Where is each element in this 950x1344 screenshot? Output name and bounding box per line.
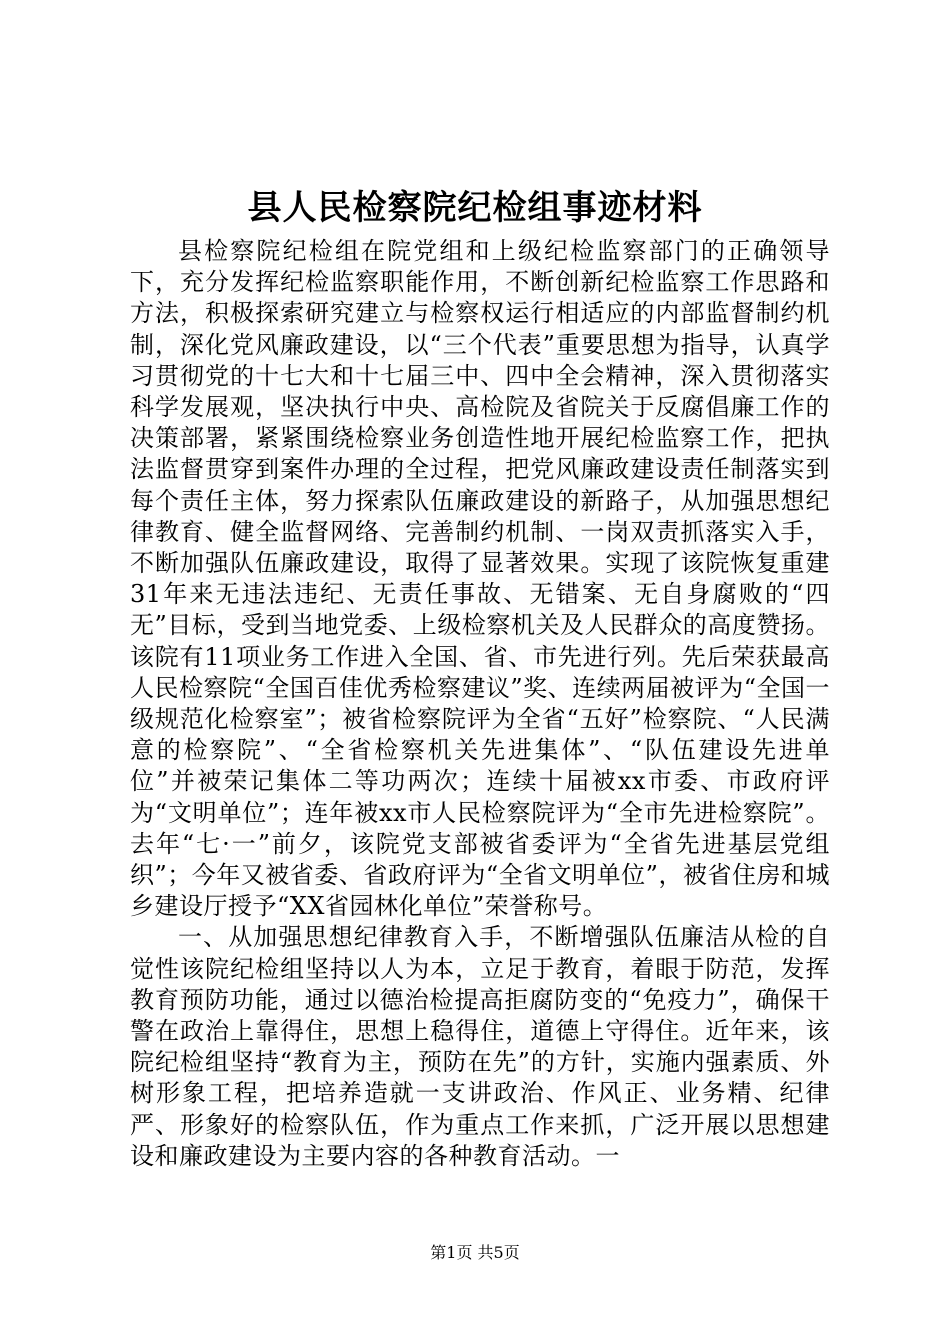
document-body bbox=[130, 236, 830, 1172]
paragraph-intro: 县检察院纪检组在院党组和上级纪检监察部门的正确领导下，充分发挥纪检监察职能作用，不断创新纪检监察工作思路和方法，积极探索研究建立与检察权运行相适应的内部监督制约机制，深化党风廉政建设，以“三个代表”重要思想为指导，认真学习贯彻党的十七大和十七届三中、四中全会精神，深入贯彻落实科学发展观，坚决执行中央、高检院及省院关于反腐倡廉工作的决策部署，紧紧围绕检察业务创造性地开展纪检监察工作，把执法监督贯穿到案件办理的全过程，把党风廉政建设责任制落实到每个责任主体，努力探索队伍廉政建设的新路子，从加强思想纪律教育、健全监督网络、完善制约机制、一岗双责抓落实入手，不断加强队伍廉政建设，取得了显著效果。实现了该院恢复重建31年来无违法违纪、无责任事故、无错案、无自身腐败的“四无”目标，受到当地党委、上级检察机关及人民群众的高度赞扬。该院有11项业务工作进入全国、省、市先进行列。先后荣获最高人民检察院“全国百佳优秀检察建议”奖、连续两届被评为“全国一级规范化检察室”；被省检察院评为全省“五好”检察院、“人民满意的检察院”、“全省检察机关先进集体”、“队伍建设先进单位”并被荣记集体二等功两次；连续十届被xx市委、市政府评为“文明单位”；连年被xx市人民检察院评为“全市先进检察院”。去年“七·一”前夕，该院党支部被省委评为“全省先进基层党组织”；今年又被省委、省政府评为“全省文明单位”，被省住房和城乡建设厅授予“XX省园林化单位”荣誉称号。 bbox=[130, 237, 830, 921]
paragraph-section-one: 一、从加强思想纪律教育入手，不断增强队伍廉洁从检的自觉性该院纪检组坚持以人为本，立足于教育，着眼于防范，发挥教育预防功能，通过以德治检提高拒腐防变的“免疫力”，确保干警在政治上靠得住，思想上稳得住，道德上守得住。近年来，该院纪检组坚持“教育为主，预防在先”的方针，实施内强素质、外树形象工程，把培养造就一支讲政治、作风正、业务精、纪律严、形象好的检察队伍，作为重点工作来抓，广泛开展以思想建设和廉政建设为主要内容的各种教育活动。一 bbox=[130, 923, 830, 1170]
page-footer: 第1页 共5页 bbox=[430, 1243, 520, 1262]
document-title: 县人民检察院纪检组事迹材料 bbox=[247, 188, 703, 228]
